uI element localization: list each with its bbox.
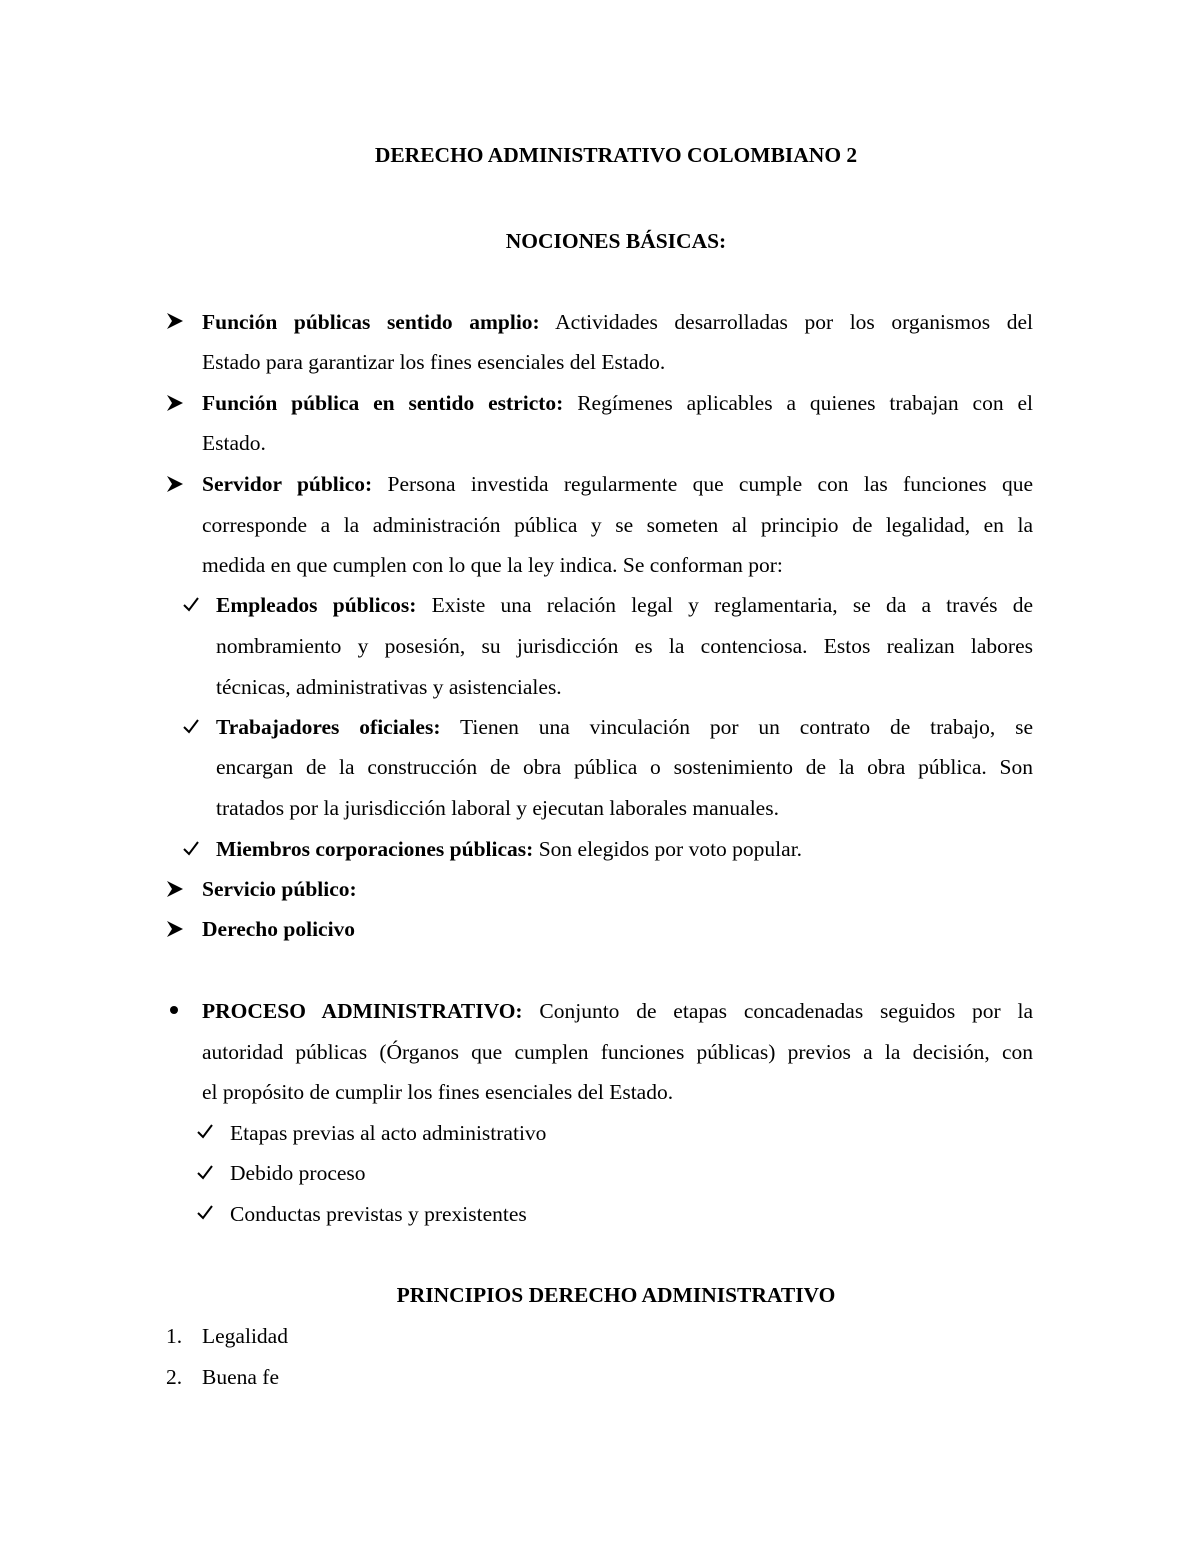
nocion-item-1-line-1: Función públicas sentido amplio: Actividades desarrolladas por los organismos del: [202, 310, 1033, 334]
checkmark-icon: [196, 1163, 214, 1181]
proceso-subitem-3: Conductas previstas y prexistentes: [230, 1202, 527, 1226]
checkmark-icon: [182, 717, 200, 735]
nocion-item-4: Servicio público:: [202, 877, 357, 901]
section-heading-principios: PRINCIPIOS DERECHO ADMINISTRATIVO: [396, 1283, 836, 1307]
checkmark-icon: [182, 595, 200, 613]
proceso-subitem-2: Debido proceso: [230, 1161, 366, 1185]
nocion-item-2-line-1: Función pública en sentido estricto: Regímenes aplicables a quienes trabajan con el: [202, 391, 1033, 415]
principio-label-1: Legalidad: [202, 1324, 288, 1348]
servidor-item-1-line-1: Empleados públicos: Existe una relación legal y reglamentaria, se da a través de: [216, 593, 1034, 617]
servidor-item-2-line-3: tratados por la jurisdicción laboral y ejecutan laborales manuales.: [216, 796, 779, 820]
nocion-item-5: Derecho policivo: [202, 917, 356, 941]
servidor-item-1-line-3: técnicas, administrativas y asistenciales.: [216, 675, 562, 699]
principio-label-2: Buena fe: [202, 1365, 280, 1389]
checkmark-icon: [196, 1203, 214, 1221]
servidor-item-2-line-2: encargan de la construcción de obra pública o sostenimiento de la obra pública. Son: [216, 755, 1033, 779]
nocion-item-1-line-2: Estado para garantizar los fines esenciales del Estado.: [202, 350, 666, 374]
proceso-line-1: PROCESO ADMINISTRATIVO: Conjunto de etapas concadenadas seguidos por la: [202, 999, 1033, 1023]
principio-number-1: 1.: [166, 1324, 183, 1348]
arrow-bullet-icon: [166, 312, 184, 330]
checkmark-icon: [182, 839, 200, 857]
proceso-line-3: el propósito de cumplir los fines esenciales del Estado.: [202, 1080, 674, 1104]
principio-number-2: 2.: [166, 1365, 183, 1389]
arrow-bullet-icon: [166, 475, 184, 493]
servidor-item-3-line-1: Miembros corporaciones públicas: Son elegidos por voto popular.: [216, 837, 803, 861]
servidor-item-2-line-1: Trabajadores oficiales: Tienen una vinculación por un contrato de trabajo, se: [216, 715, 1033, 739]
servidor-item-1-line-2: nombramiento y posesión, su jurisdicción es la contenciosa. Estos realizan labores: [216, 634, 1033, 658]
nocion-item-3-line-3: medida en que cumplen con lo que la ley indica. Se conforman por:: [202, 553, 783, 577]
proceso-subitem-1: Etapas previas al acto administrativo: [230, 1121, 547, 1145]
proceso-line-2: autoridad públicas (Órganos que cumplen funciones públicas) previos a la decisión, con: [202, 1040, 1033, 1064]
nocion-item-3-line-2: corresponde a la administración pública y se someten al principio de legalidad, en la: [202, 513, 1033, 537]
nocion-item-3-line-1: Servidor público: Persona investida regularmente que cumple con las funciones que: [202, 472, 1033, 496]
arrow-bullet-icon: [166, 880, 184, 898]
nocion-item-2-line-2: Estado.: [202, 431, 266, 455]
checkmark-icon: [196, 1122, 214, 1140]
arrow-bullet-icon: [166, 920, 184, 938]
document-title: DERECHO ADMINISTRATIVO COLOMBIANO 2: [374, 143, 858, 167]
section-heading-nociones: NOCIONES BÁSICAS:: [505, 229, 727, 253]
arrow-bullet-icon: [166, 394, 184, 412]
bullet-dot-icon: [168, 1004, 180, 1016]
